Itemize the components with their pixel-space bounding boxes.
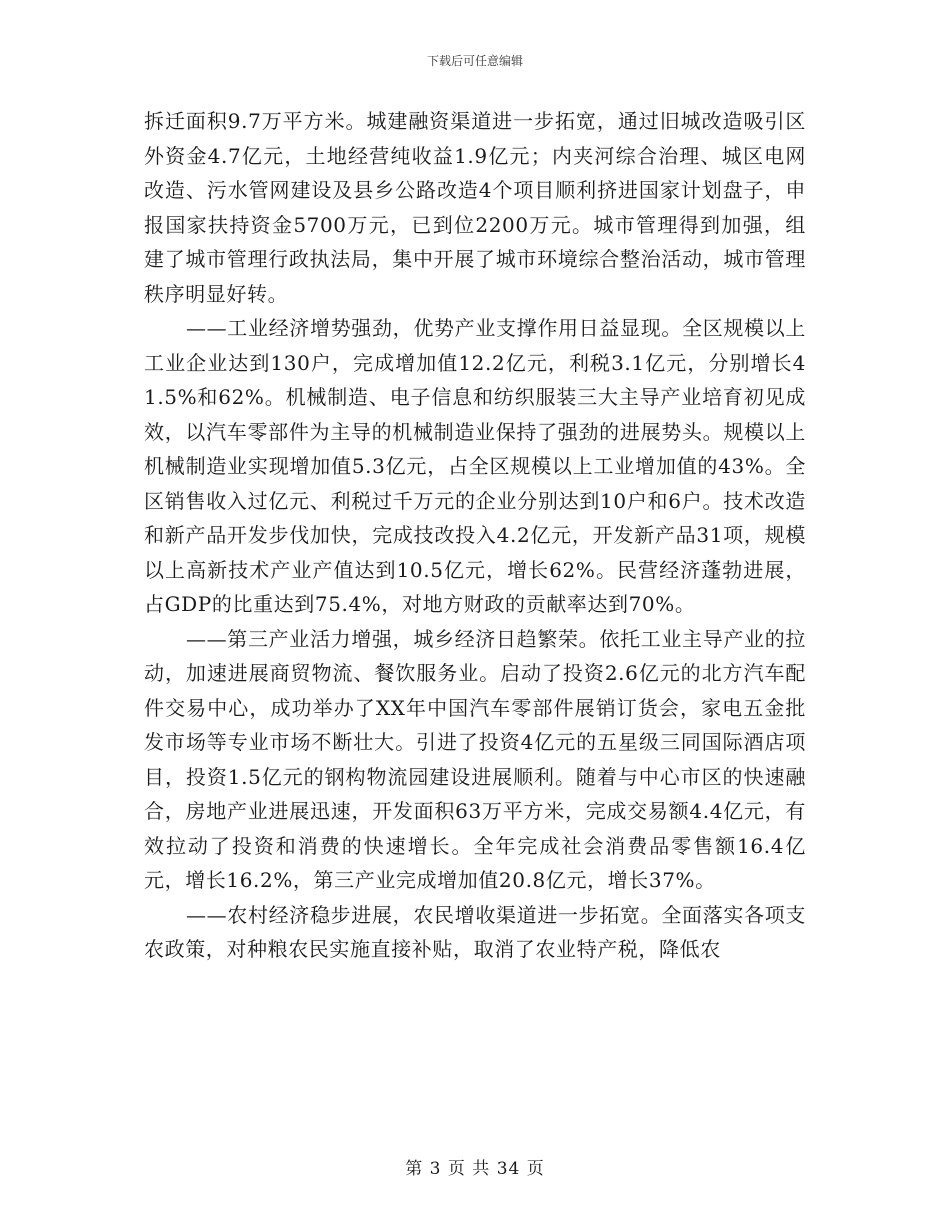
paragraph-tertiary-industry: ——第三产业活力增强，城乡经济日趋繁荣。依托工业主导产业的拉动，加速进展商贸物流、餐饮服务业。启动了投资2.6亿元的北方汽车配件交易中心，成功举办了XX年中国汽车零部件展销订货会，家电五金批发市场等专业市场不断壮大。引进了投资4亿元的五星级三同国际酒店项目，投资1.5亿元的钢构物流园建设进展顺利。随着与中心市区的快速融合，房地产业进展迅速，开发面积63万平方米，完成交易额4.4亿元，有效拉动了投资和消费的快速增长。全年完成社会消费品零售额16.4亿元，增长16.2%，第三产业完成增加值20.8亿元，增长37%。: [144, 626, 806, 892]
paragraph-urban-construction: 拆迁面积9.7万平方米。城建融资渠道进一步拓宽，通过旧城改造吸引区外资金4.7亿元，土地经营纯收益1.9亿元；内夹河综合治理、城区电网改造、污水管网建设及县乡公路改造4个项目顺利挤进国家计划盘子，申报国家扶持资金5700万元，已到位2200万元。城市管理得到加强，组建了城市管理行政执法局，集中开展了城市环境综合整治活动，城市管理秩序明显好转。: [144, 109, 806, 306]
paragraph-rural-economy: ——农村经济稳步进展，农民增收渠道进一步拓宽。全面落实各项支农政策，对种粮农民实施直接补贴，取消了农业特产税，降低农: [144, 902, 806, 961]
document-body: [144, 104, 806, 967]
paragraph-industrial-economy: ——工业经济增势强劲，优势产业支撑作用日益显现。全区规模以上工业企业达到130户，完成增加值12.2亿元，利税3.1亿元，分别增长41.5%和62%。机械制造、电子信息和纺织服装三大主导产业培育初见成效，以汽车零部件为主导的机械制造业保持了强劲的进展势头。规模以上机械制造业实现增加值5.3亿元，占全区规模以上工业增加值的43%。全区销售收入过亿元、利税过千万元的企业分别达到10户和6户。技术改造和新产品开发步伐加快，完成技改投入4.2亿元，开发新产品31项，规模以上高新技术产业产值达到10.5亿元，增长62%。民营经济蓬勃进展，占GDP的比重达到75.4%，对地方财政的贡献率达到70%。: [144, 316, 806, 616]
page-header: 下载后可任意编辑: [426, 54, 523, 68]
page-footer: 第 3 页 共 34 页: [405, 1159, 545, 1179]
